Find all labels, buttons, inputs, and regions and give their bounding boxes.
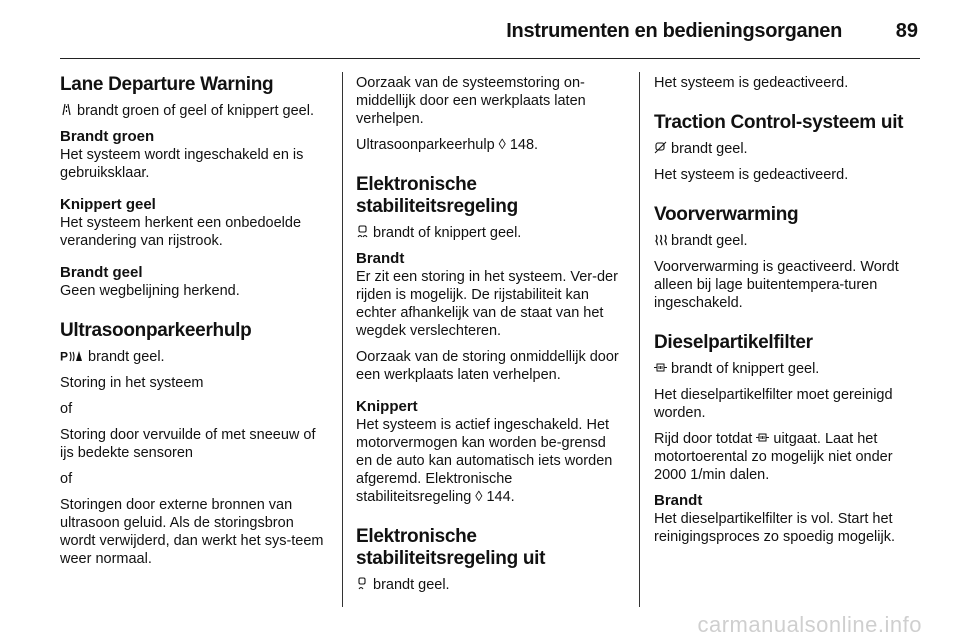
dpf-on-text: Het dieselpartikelfilter is vol. Start het reinigingsproces zo spoedig mogelijk.: [654, 511, 895, 545]
dpf-p1: Het dieselpartikelfilter moet gereinigd worden.: [654, 387, 893, 421]
dpf-intro: brandt of knippert geel.: [654, 360, 922, 378]
svg-text:P: P: [60, 349, 69, 362]
park-p1: Storing in het systeem: [60, 375, 204, 391]
lane-yellow-heading: Brandt geel: [60, 264, 143, 281]
glow-intro: brandt geel.: [654, 232, 922, 250]
esc-on-heading: Brandt: [356, 250, 405, 267]
traction-off-icon: [654, 141, 667, 154]
esc-off-intro: brandt geel.: [356, 576, 624, 594]
column-2: [356, 74, 624, 610]
section-title-traction: Traction Control-systeem uit: [654, 112, 904, 133]
lane-green-text: Het systeem wordt ingeschakeld en is gebruiksklaar.: [60, 147, 304, 181]
esc-icon: [356, 225, 369, 238]
lane-yellow-text: Geen wegbelijning herkend.: [60, 283, 240, 299]
page-number: 89: [895, 20, 918, 42]
esc-on-text2: Oorzaak van de storing onmiddellijk door een werkplaats laten verhelpen.: [356, 349, 619, 383]
section-title-dpf: Dieselpartikelfilter: [654, 332, 813, 353]
park-p3: Storing door vervuilde of met sneeuw of ijs bedekte sensoren: [60, 427, 316, 461]
column-3: [654, 74, 922, 610]
park-p4: of: [60, 471, 73, 487]
c3-p1: Het systeem is gedeactiveerd.: [654, 75, 849, 91]
glow-plug-icon: [654, 233, 667, 246]
dpf-on-heading: Brandt: [654, 492, 703, 509]
lane-blink-heading: Knippert geel: [60, 196, 156, 213]
lane-departure-icon: [60, 103, 73, 116]
park-p2: of: [60, 401, 73, 417]
esc-off-icon: [356, 577, 369, 590]
lane-intro: brandt groen of geel of knippert geel.: [60, 102, 328, 120]
esc-on-text1: Er zit een storing in het systeem. Ver-der rijden is mogelijk. De rijstabiliteit kan echter afhankelijk van de staat van het wegdek verslechteren.: [356, 269, 618, 339]
park-p5: Storingen door externe bronnen van ultrasoon geluid. Als de storingsbron wordt verwijderd, dan werkt het sys-teem weer normaal.: [60, 497, 324, 567]
dpf-p2: Rijd door totdat uitgaat. Laat het motortoerental zo mogelijk niet onder 2000 1/min dalen.: [654, 431, 893, 483]
section-title-esc: Elektronische stabiliteitsregeling: [356, 174, 518, 217]
lane-blink-text: Het systeem herkent een onbedoelde verandering van rijstrook.: [60, 215, 302, 249]
tc-intro: brandt geel.: [654, 140, 922, 158]
section-title-park-assist: Ultrasoonparkeerhulp: [60, 320, 252, 341]
watermark: carmanualsonline.info: [697, 612, 922, 637]
section-title-glow: Voorverwarming: [654, 204, 799, 225]
section-title-lane-departure: Lane Departure Warning: [60, 74, 274, 95]
header-title: Instrumenten en bedieningsorganen: [506, 20, 842, 42]
park-assist-icon: [60, 349, 84, 362]
esc-intro: brandt of knippert geel.: [356, 224, 624, 242]
c2-p2: Ultrasoonparkeerhulp ◊ 148.: [356, 137, 539, 153]
c2-p1: Oorzaak van de systeemstoring on-middellijk door een werkplaats laten verhelpen.: [356, 75, 586, 127]
esc-blink-text: Het systeem is actief ingeschakeld. Het motorvermogen kan worden be-grensd en de auto kan automatisch iets worden afgeremd. Elektronische stabiliteitsregeling ◊ 144.: [356, 417, 613, 505]
page-header: [60, 0, 920, 59]
lane-green-heading: Brandt groen: [60, 128, 155, 145]
park-intro: P brandt geel.: [60, 349, 165, 365]
glow-p1: Voorverwarming is geactiveerd. Wordt alleen bij lage buitentempera-turen ingeschakeld.: [654, 259, 899, 311]
esc-blink-heading: Knippert: [356, 398, 418, 415]
tc-p1: Het systeem is gedeactiveerd.: [654, 167, 849, 183]
section-title-esc-off: Elektronische stabiliteitsregeling uit: [356, 526, 546, 569]
column-divider: [342, 72, 343, 607]
diesel-filter-icon: [756, 431, 769, 444]
diesel-filter-icon: [654, 361, 667, 374]
column-divider: [639, 72, 640, 607]
column-1: [60, 74, 328, 610]
